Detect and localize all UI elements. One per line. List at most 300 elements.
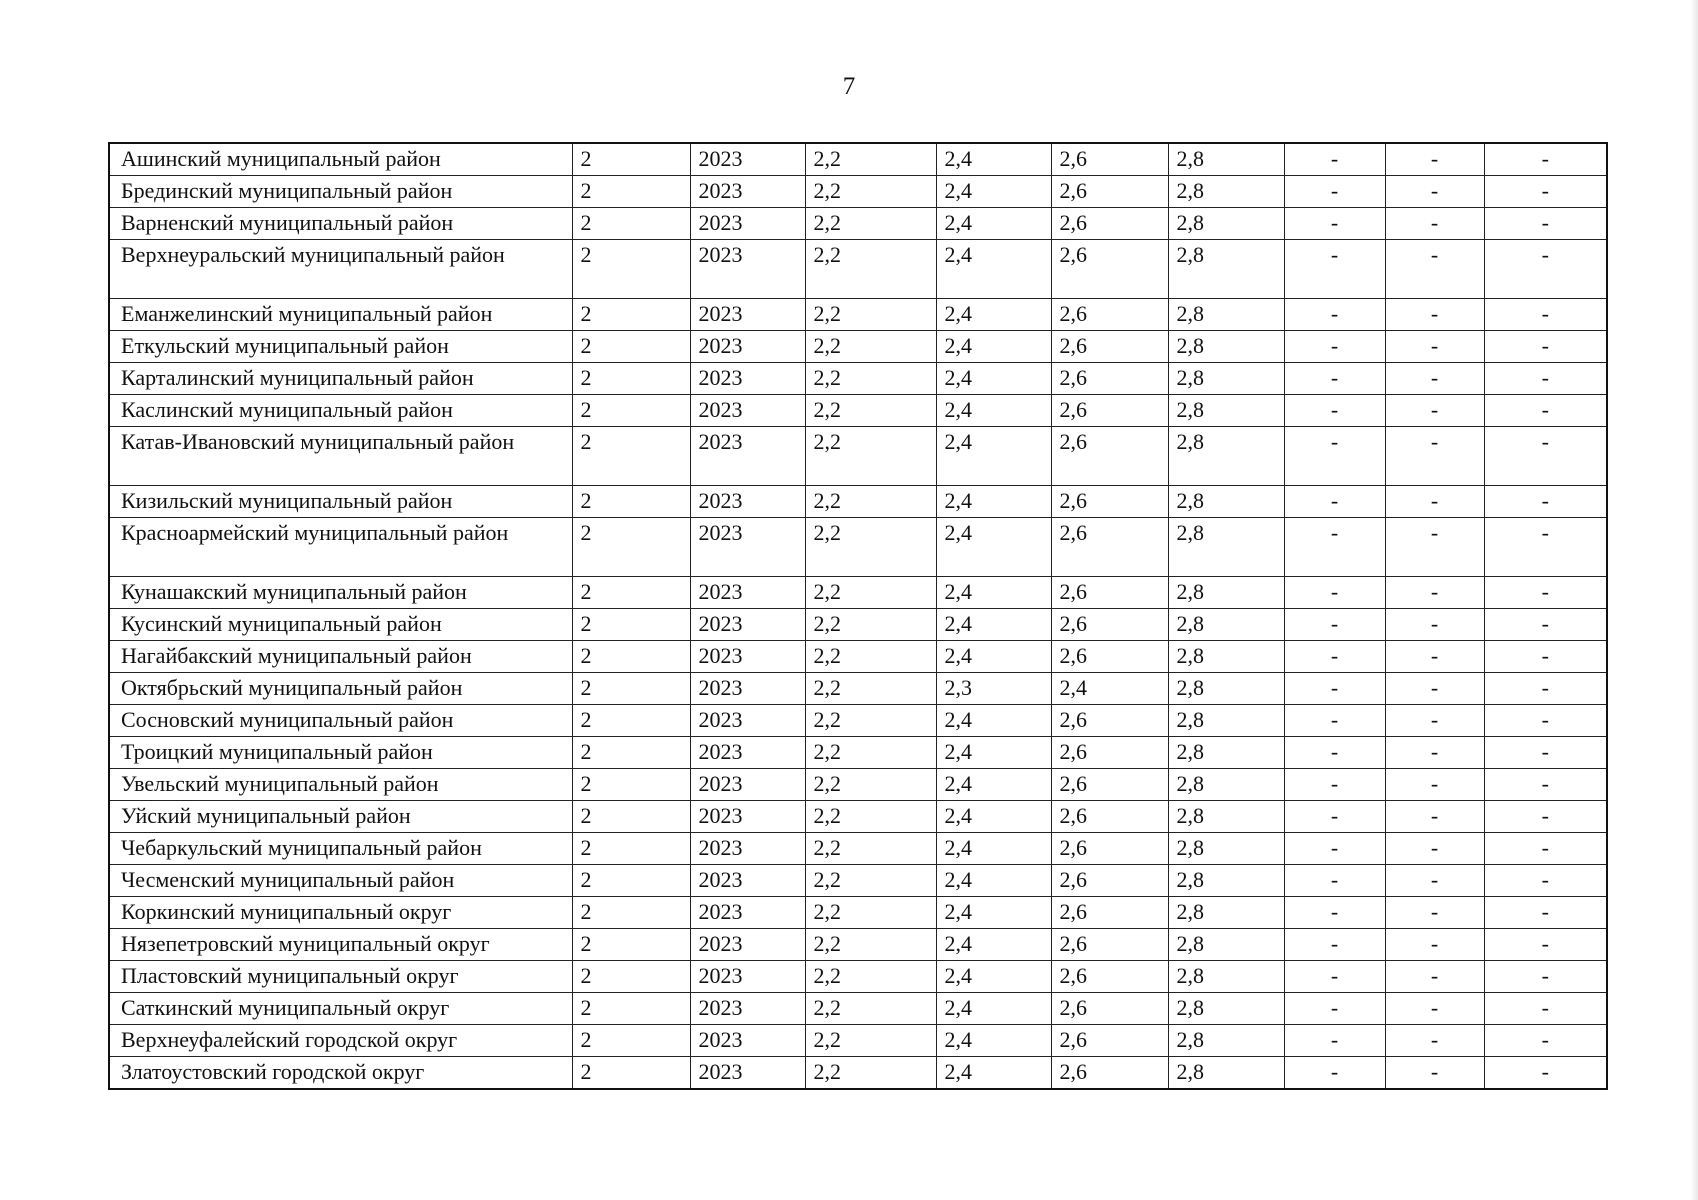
municipality-name-cell: Еманжелинский муниципальный район	[109, 299, 572, 331]
table-cell-c1: 2	[572, 143, 690, 176]
table-cell-c7: -	[1284, 1057, 1385, 1090]
municipality-name-cell: Карталинский муниципальный район	[109, 363, 572, 395]
table-cell-c6: 2,8	[1168, 705, 1284, 737]
table-row	[109, 673, 1607, 705]
table-cell-c6: 2,8	[1168, 609, 1284, 641]
table-cell-c8: -	[1385, 865, 1484, 897]
table-cell-c5: 2,6	[1051, 897, 1168, 929]
table-row	[109, 143, 1607, 176]
table-cell-c9: -	[1484, 801, 1607, 833]
table-row	[109, 486, 1607, 518]
table-cell-c9: -	[1484, 993, 1607, 1025]
table-cell-c2: 2023	[690, 1057, 805, 1090]
table-cell-c2: 2023	[690, 769, 805, 801]
table-cell-c8: -	[1385, 1025, 1484, 1057]
table-cell-c6: 2,8	[1168, 769, 1284, 801]
table-cell-c7: -	[1284, 737, 1385, 769]
table-cell-c3: 2,2	[805, 240, 936, 299]
table-row	[109, 240, 1607, 299]
table-row	[109, 518, 1607, 577]
municipality-name-cell: Кусинский муниципальный район	[109, 609, 572, 641]
table-cell-c6: 2,8	[1168, 427, 1284, 486]
table-cell-c5: 2,6	[1051, 865, 1168, 897]
table-cell-c6: 2,8	[1168, 673, 1284, 705]
table-cell-c2: 2023	[690, 208, 805, 240]
table-cell-c3: 2,2	[805, 801, 936, 833]
table-cell-c1: 2	[572, 1025, 690, 1057]
table-row	[109, 705, 1607, 737]
table-cell-c5: 2,6	[1051, 993, 1168, 1025]
table-cell-c5: 2,6	[1051, 769, 1168, 801]
table-cell-c2: 2023	[690, 737, 805, 769]
municipality-name-cell: Саткинский муниципальный округ	[109, 993, 572, 1025]
table-cell-c8: -	[1385, 929, 1484, 961]
table-cell-c6: 2,8	[1168, 993, 1284, 1025]
table-cell-c5: 2,4	[1051, 673, 1168, 705]
municipality-name-cell: Еткульский муниципальный район	[109, 331, 572, 363]
table-row	[109, 363, 1607, 395]
municipality-name-cell: Катав-Ивановский муниципальный район	[109, 427, 572, 486]
table-cell-c9: -	[1484, 486, 1607, 518]
table-cell-c9: -	[1484, 427, 1607, 486]
table-cell-c6: 2,8	[1168, 929, 1284, 961]
table-cell-c1: 2	[572, 641, 690, 673]
table-cell-c7: -	[1284, 993, 1385, 1025]
table-cell-c4: 2,4	[936, 1057, 1051, 1090]
table-cell-c8: -	[1385, 486, 1484, 518]
table-cell-c5: 2,6	[1051, 486, 1168, 518]
table-cell-c9: -	[1484, 299, 1607, 331]
table-cell-c2: 2023	[690, 395, 805, 427]
table-cell-c4: 2,4	[936, 427, 1051, 486]
table-cell-c7: -	[1284, 395, 1385, 427]
table-cell-c2: 2023	[690, 1025, 805, 1057]
table-cell-c5: 2,6	[1051, 609, 1168, 641]
table-cell-c9: -	[1484, 395, 1607, 427]
table-cell-c3: 2,2	[805, 331, 936, 363]
table-cell-c6: 2,8	[1168, 1025, 1284, 1057]
table-cell-c8: -	[1385, 518, 1484, 577]
table-cell-c2: 2023	[690, 705, 805, 737]
table-cell-c4: 2,4	[936, 240, 1051, 299]
table-cell-c9: -	[1484, 240, 1607, 299]
table-cell-c3: 2,2	[805, 143, 936, 176]
table-cell-c9: -	[1484, 331, 1607, 363]
table-cell-c3: 2,2	[805, 577, 936, 609]
table-cell-c7: -	[1284, 427, 1385, 486]
table-cell-c5: 2,6	[1051, 395, 1168, 427]
table-row	[109, 1025, 1607, 1057]
table-cell-c7: -	[1284, 1025, 1385, 1057]
table-cell-c2: 2023	[690, 518, 805, 577]
table-cell-c4: 2,4	[936, 993, 1051, 1025]
table-cell-c7: -	[1284, 961, 1385, 993]
municipality-name-cell: Нагайбакский муниципальный район	[109, 641, 572, 673]
table-cell-c3: 2,2	[805, 641, 936, 673]
municipality-name-cell: Ашинский муниципальный район	[109, 143, 572, 176]
municipality-name-cell: Верхнеуральский муниципальный район	[109, 240, 572, 299]
table-cell-c7: -	[1284, 609, 1385, 641]
table-cell-c7: -	[1284, 299, 1385, 331]
table-cell-c6: 2,8	[1168, 641, 1284, 673]
table-cell-c7: -	[1284, 208, 1385, 240]
table-row	[109, 833, 1607, 865]
table-cell-c5: 2,6	[1051, 1057, 1168, 1090]
table-cell-c7: -	[1284, 769, 1385, 801]
table-cell-c6: 2,8	[1168, 240, 1284, 299]
table-cell-c5: 2,6	[1051, 641, 1168, 673]
table-cell-c5: 2,6	[1051, 705, 1168, 737]
table-cell-c3: 2,2	[805, 518, 936, 577]
table-cell-c3: 2,2	[805, 929, 936, 961]
table-cell-c5: 2,6	[1051, 208, 1168, 240]
table-cell-c2: 2023	[690, 486, 805, 518]
table-cell-c1: 2	[572, 833, 690, 865]
table-cell-c1: 2	[572, 961, 690, 993]
table-row	[109, 737, 1607, 769]
table-cell-c5: 2,6	[1051, 143, 1168, 176]
table-cell-c5: 2,6	[1051, 299, 1168, 331]
table-cell-c7: -	[1284, 176, 1385, 208]
table-cell-c4: 2,4	[936, 363, 1051, 395]
table-cell-c3: 2,2	[805, 486, 936, 518]
scan-edge	[1690, 0, 1698, 1200]
table-cell-c6: 2,8	[1168, 363, 1284, 395]
table-cell-c7: -	[1284, 865, 1385, 897]
table-cell-c8: -	[1385, 993, 1484, 1025]
table-cell-c6: 2,8	[1168, 833, 1284, 865]
table-cell-c1: 2	[572, 673, 690, 705]
table-cell-c5: 2,6	[1051, 961, 1168, 993]
table-cell-c1: 2	[572, 609, 690, 641]
table-cell-c3: 2,2	[805, 897, 936, 929]
table-cell-c7: -	[1284, 705, 1385, 737]
municipality-name-cell: Кизильский муниципальный район	[109, 486, 572, 518]
table-cell-c1: 2	[572, 897, 690, 929]
municipality-name-cell: Варненский муниципальный район	[109, 208, 572, 240]
table-cell-c3: 2,2	[805, 176, 936, 208]
table-cell-c7: -	[1284, 486, 1385, 518]
municipality-name-cell: Октябрьский муниципальный район	[109, 673, 572, 705]
table-row	[109, 577, 1607, 609]
table-cell-c2: 2023	[690, 673, 805, 705]
table-row	[109, 1057, 1607, 1090]
table-cell-c4: 2,4	[936, 395, 1051, 427]
table-cell-c7: -	[1284, 518, 1385, 577]
table-cell-c8: -	[1385, 363, 1484, 395]
table-cell-c1: 2	[572, 993, 690, 1025]
table-cell-c9: -	[1484, 176, 1607, 208]
table-cell-c3: 2,2	[805, 769, 936, 801]
table-row	[109, 331, 1607, 363]
table-cell-c1: 2	[572, 929, 690, 961]
table-cell-c6: 2,8	[1168, 299, 1284, 331]
table-cell-c5: 2,6	[1051, 176, 1168, 208]
table-cell-c3: 2,2	[805, 961, 936, 993]
table-row	[109, 865, 1607, 897]
table-cell-c9: -	[1484, 641, 1607, 673]
municipality-name-cell: Верхнеуфалейский городской округ	[109, 1025, 572, 1057]
municipality-name-cell: Красноармейский муниципальный район	[109, 518, 572, 577]
municipality-name-cell: Уйский муниципальный район	[109, 801, 572, 833]
table-cell-c7: -	[1284, 801, 1385, 833]
table-cell-c5: 2,6	[1051, 240, 1168, 299]
table-cell-c4: 2,4	[936, 609, 1051, 641]
table-cell-c6: 2,8	[1168, 577, 1284, 609]
table-cell-c6: 2,8	[1168, 865, 1284, 897]
table-row	[109, 929, 1607, 961]
table-cell-c9: -	[1484, 363, 1607, 395]
table-cell-c4: 2,4	[936, 486, 1051, 518]
table-cell-c8: -	[1385, 641, 1484, 673]
table-cell-c2: 2023	[690, 801, 805, 833]
table-cell-c4: 2,4	[936, 577, 1051, 609]
data-table	[108, 142, 1608, 1090]
table-cell-c4: 2,4	[936, 176, 1051, 208]
table-cell-c3: 2,2	[805, 865, 936, 897]
table-cell-c9: -	[1484, 865, 1607, 897]
table-cell-c5: 2,6	[1051, 737, 1168, 769]
table-cell-c7: -	[1284, 897, 1385, 929]
table-cell-c2: 2023	[690, 143, 805, 176]
table-cell-c1: 2	[572, 176, 690, 208]
municipality-name-cell: Коркинский муниципальный округ	[109, 897, 572, 929]
table-cell-c2: 2023	[690, 833, 805, 865]
table-cell-c9: -	[1484, 897, 1607, 929]
table-cell-c6: 2,8	[1168, 331, 1284, 363]
table-cell-c1: 2	[572, 1057, 690, 1090]
table-cell-c1: 2	[572, 427, 690, 486]
table-cell-c2: 2023	[690, 897, 805, 929]
table-cell-c3: 2,2	[805, 1057, 936, 1090]
table-cell-c8: -	[1385, 769, 1484, 801]
table-cell-c1: 2	[572, 240, 690, 299]
table-body	[109, 143, 1607, 1089]
table-cell-c9: -	[1484, 518, 1607, 577]
table-cell-c8: -	[1385, 705, 1484, 737]
table-cell-c5: 2,6	[1051, 801, 1168, 833]
table-cell-c5: 2,6	[1051, 363, 1168, 395]
table-cell-c4: 2,4	[936, 518, 1051, 577]
table-row	[109, 609, 1607, 641]
table-cell-c7: -	[1284, 143, 1385, 176]
table-cell-c8: -	[1385, 833, 1484, 865]
table-cell-c9: -	[1484, 833, 1607, 865]
table-cell-c8: -	[1385, 801, 1484, 833]
table-cell-c6: 2,8	[1168, 176, 1284, 208]
table-cell-c2: 2023	[690, 929, 805, 961]
table-cell-c6: 2,8	[1168, 737, 1284, 769]
table-cell-c7: -	[1284, 641, 1385, 673]
table-cell-c3: 2,2	[805, 705, 936, 737]
table-cell-c4: 2,4	[936, 208, 1051, 240]
table-cell-c3: 2,2	[805, 363, 936, 395]
table-cell-c4: 2,4	[936, 641, 1051, 673]
table-cell-c2: 2023	[690, 993, 805, 1025]
table-row	[109, 176, 1607, 208]
table-cell-c9: -	[1484, 929, 1607, 961]
table-cell-c6: 2,8	[1168, 801, 1284, 833]
table-cell-c3: 2,2	[805, 673, 936, 705]
table-cell-c9: -	[1484, 705, 1607, 737]
table-cell-c2: 2023	[690, 331, 805, 363]
table-cell-c8: -	[1385, 673, 1484, 705]
table-cell-c4: 2,4	[936, 801, 1051, 833]
municipality-name-cell: Чебаркульский муниципальный район	[109, 833, 572, 865]
table-cell-c3: 2,2	[805, 208, 936, 240]
table-cell-c4: 2,3	[936, 673, 1051, 705]
table-cell-c4: 2,4	[936, 331, 1051, 363]
table-cell-c4: 2,4	[936, 705, 1051, 737]
table-cell-c6: 2,8	[1168, 395, 1284, 427]
table-cell-c1: 2	[572, 577, 690, 609]
table-row	[109, 961, 1607, 993]
table-cell-c2: 2023	[690, 363, 805, 395]
table-cell-c5: 2,6	[1051, 518, 1168, 577]
table-cell-c6: 2,8	[1168, 518, 1284, 577]
table-cell-c1: 2	[572, 299, 690, 331]
table-cell-c7: -	[1284, 363, 1385, 395]
table-cell-c6: 2,8	[1168, 897, 1284, 929]
table-cell-c5: 2,6	[1051, 833, 1168, 865]
table-row	[109, 641, 1607, 673]
table-cell-c8: -	[1385, 331, 1484, 363]
table-cell-c6: 2,8	[1168, 961, 1284, 993]
table-cell-c6: 2,8	[1168, 143, 1284, 176]
table-cell-c4: 2,4	[936, 299, 1051, 331]
table-cell-c3: 2,2	[805, 427, 936, 486]
table-cell-c9: -	[1484, 143, 1607, 176]
table-row	[109, 897, 1607, 929]
table-cell-c3: 2,2	[805, 299, 936, 331]
table-cell-c8: -	[1385, 961, 1484, 993]
table-row	[109, 208, 1607, 240]
table-cell-c8: -	[1385, 737, 1484, 769]
municipality-name-cell: Пластовский муниципальный округ	[109, 961, 572, 993]
table-row	[109, 427, 1607, 486]
table-cell-c4: 2,4	[936, 865, 1051, 897]
table-cell-c7: -	[1284, 240, 1385, 299]
table-cell-c2: 2023	[690, 240, 805, 299]
table-cell-c5: 2,6	[1051, 577, 1168, 609]
table-cell-c1: 2	[572, 518, 690, 577]
table-row	[109, 801, 1607, 833]
table-cell-c9: -	[1484, 961, 1607, 993]
table-cell-c5: 2,6	[1051, 1025, 1168, 1057]
table-cell-c3: 2,2	[805, 609, 936, 641]
table-cell-c9: -	[1484, 1025, 1607, 1057]
table-cell-c1: 2	[572, 395, 690, 427]
table-cell-c6: 2,8	[1168, 486, 1284, 518]
table-cell-c2: 2023	[690, 577, 805, 609]
table-row	[109, 299, 1607, 331]
table-cell-c7: -	[1284, 833, 1385, 865]
table-cell-c3: 2,2	[805, 1025, 936, 1057]
table-cell-c9: -	[1484, 609, 1607, 641]
table-cell-c8: -	[1385, 609, 1484, 641]
table-cell-c4: 2,4	[936, 929, 1051, 961]
municipality-name-cell: Увельский муниципальный район	[109, 769, 572, 801]
municipality-name-cell: Нязепетровский муниципальный округ	[109, 929, 572, 961]
table-cell-c1: 2	[572, 865, 690, 897]
table-row	[109, 993, 1607, 1025]
table-cell-c4: 2,4	[936, 737, 1051, 769]
table-row	[109, 395, 1607, 427]
municipality-name-cell: Каслинский муниципальный район	[109, 395, 572, 427]
table-cell-c2: 2023	[690, 641, 805, 673]
table-cell-c7: -	[1284, 331, 1385, 363]
municipality-name-cell: Брединский муниципальный район	[109, 176, 572, 208]
table-cell-c1: 2	[572, 737, 690, 769]
table-cell-c8: -	[1385, 897, 1484, 929]
table-cell-c9: -	[1484, 737, 1607, 769]
table-cell-c4: 2,4	[936, 143, 1051, 176]
table-cell-c8: -	[1385, 395, 1484, 427]
table-row	[109, 769, 1607, 801]
table-cell-c4: 2,4	[936, 1025, 1051, 1057]
table-cell-c7: -	[1284, 929, 1385, 961]
table-cell-c3: 2,2	[805, 395, 936, 427]
table-cell-c8: -	[1385, 427, 1484, 486]
table-cell-c1: 2	[572, 208, 690, 240]
table-cell-c8: -	[1385, 176, 1484, 208]
table-cell-c9: -	[1484, 673, 1607, 705]
page-number: 7	[842, 73, 856, 100]
table-cell-c4: 2,4	[936, 769, 1051, 801]
table-cell-c9: -	[1484, 769, 1607, 801]
table-cell-c7: -	[1284, 673, 1385, 705]
table-cell-c8: -	[1385, 1057, 1484, 1090]
table-cell-c2: 2023	[690, 299, 805, 331]
table-cell-c5: 2,6	[1051, 929, 1168, 961]
table-cell-c1: 2	[572, 486, 690, 518]
table-cell-c3: 2,2	[805, 737, 936, 769]
table-cell-c9: -	[1484, 577, 1607, 609]
table-cell-c1: 2	[572, 705, 690, 737]
table-cell-c8: -	[1385, 240, 1484, 299]
table-cell-c4: 2,4	[936, 833, 1051, 865]
table-cell-c1: 2	[572, 801, 690, 833]
municipality-name-cell: Троицкий муниципальный район	[109, 737, 572, 769]
table-cell-c8: -	[1385, 208, 1484, 240]
table-cell-c5: 2,6	[1051, 331, 1168, 363]
table-cell-c7: -	[1284, 577, 1385, 609]
municipality-name-cell: Кунашакский муниципальный район	[109, 577, 572, 609]
table-cell-c1: 2	[572, 769, 690, 801]
table-cell-c6: 2,8	[1168, 208, 1284, 240]
municipality-name-cell: Чесменский муниципальный район	[109, 865, 572, 897]
table-cell-c6: 2,8	[1168, 1057, 1284, 1090]
table-cell-c1: 2	[572, 363, 690, 395]
table-cell-c2: 2023	[690, 961, 805, 993]
table-cell-c3: 2,2	[805, 993, 936, 1025]
table-cell-c8: -	[1385, 299, 1484, 331]
table-cell-c2: 2023	[690, 865, 805, 897]
table-cell-c9: -	[1484, 1057, 1607, 1090]
table-cell-c9: -	[1484, 208, 1607, 240]
table-cell-c4: 2,4	[936, 961, 1051, 993]
table-cell-c1: 2	[572, 331, 690, 363]
table-cell-c4: 2,4	[936, 897, 1051, 929]
table-cell-c2: 2023	[690, 176, 805, 208]
table-cell-c5: 2,6	[1051, 427, 1168, 486]
table-cell-c8: -	[1385, 143, 1484, 176]
table-cell-c2: 2023	[690, 609, 805, 641]
table-cell-c3: 2,2	[805, 833, 936, 865]
municipality-name-cell: Сосновский муниципальный район	[109, 705, 572, 737]
municipality-name-cell: Златоустовский городской округ	[109, 1057, 572, 1090]
table-cell-c8: -	[1385, 577, 1484, 609]
